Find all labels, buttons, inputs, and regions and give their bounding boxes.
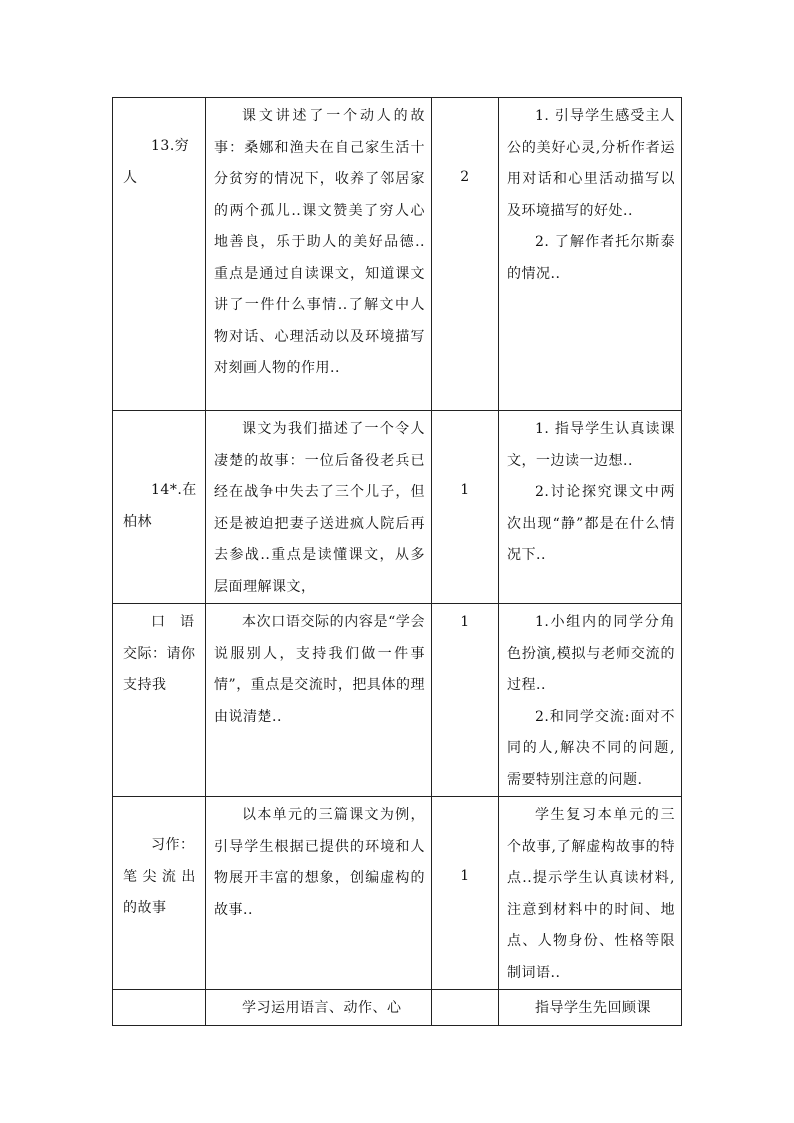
- goal-item: 1. 引导学生感受主人公的美好心灵,分析作者运用对话和心里活动描写以及环境描写的好处..: [507, 108, 675, 219]
- hours-cell: [432, 990, 499, 1026]
- lesson-cell: [113, 990, 206, 1026]
- hours-cell: [432, 604, 499, 797]
- table-row: [113, 604, 682, 797]
- goals-cell: [499, 797, 682, 990]
- goals-cell: [499, 990, 682, 1026]
- goal-item: 1.小组内的同学分角色扮演,模拟与老师交流的过程..: [507, 614, 675, 693]
- hours-cell: [432, 98, 499, 411]
- lesson-title: 习作：笔 尖 流 出的故事: [123, 837, 196, 916]
- hours-cell: [432, 411, 499, 604]
- hours-value: 1: [460, 482, 470, 498]
- content-text: 学习运用语言、动作、心: [242, 1000, 402, 1016]
- lesson-plan-table: [112, 97, 682, 1026]
- table-row: [113, 411, 682, 604]
- goal-item: 2.和同学交流:面对不同的人,解决不同的问题,需要特别注意的问题.: [507, 708, 675, 788]
- goal-item: 指导学生先回顾课: [535, 1000, 651, 1016]
- hours-value: 2: [460, 169, 470, 185]
- lesson-title: 口 语交际：请你支持我: [123, 614, 196, 693]
- hours-value: 1: [460, 868, 470, 884]
- table-row: [113, 98, 682, 411]
- content-cell: [206, 98, 432, 411]
- goals-cell: [499, 98, 682, 411]
- content-cell: [206, 604, 432, 797]
- goal-item: 1. 指导学生认真读课文，一边读一边想..: [507, 421, 675, 469]
- content-text: 本次口语交际的内容是“学会说服别人，支持我们做一件事情”，重点是交流时，把具体的理由说清楚..: [214, 614, 425, 725]
- content-cell: [206, 990, 432, 1026]
- table-row: [113, 797, 682, 990]
- content-cell: [206, 797, 432, 990]
- goals-cell: [499, 411, 682, 604]
- table-row: [113, 990, 682, 1026]
- content-text: 课文讲述了一个动人的故事：桑娜和渔夫在自己家生活十分贫穷的情况下，收养了邻居家的两个孤儿..课文赞美了穷人心地善良，乐于助人的美好品德..重点是通过自读课文，知道课文讲了一件什么事情..了解文中人物对话、心理活动以及环境描写对刻画人物的作用..: [214, 108, 425, 376]
- goals-cell: [499, 604, 682, 797]
- lesson-title: 13.穷人: [123, 138, 190, 186]
- lesson-cell: [113, 797, 206, 990]
- goal-item: 学生复习本单元的三个故事,了解虚构故事的特点..提示学生认真读材料,注意到材料中的时间、地点、人物身份、性格等限制词语..: [507, 807, 675, 981]
- hours-cell: [432, 797, 499, 990]
- goal-item: 2. 了解作者托尔斯泰的情况..: [507, 234, 675, 282]
- content-text: 课文为我们描述了一个令人凄楚的故事：一位后备役老兵已经在战争中失去了三个儿子，但还是被迫把妻子送进疯人院后再去参战..重点是读懂课文，从多层面理解课文，: [214, 421, 425, 595]
- content-text: 以本单元的三篇课文为例，引导学生根据已提供的环境和人物展开丰富的想象，创编虚构的故事..: [214, 807, 425, 918]
- lesson-cell: [113, 411, 206, 604]
- lesson-cell: [113, 604, 206, 797]
- hours-value: 1: [460, 614, 470, 630]
- lesson-title: 14*.在柏林: [123, 482, 197, 530]
- content-cell: [206, 411, 432, 604]
- goal-item: 2.讨论探究课文中两次出现“静”都是在什么情况下..: [507, 484, 675, 563]
- lesson-cell: [113, 98, 206, 411]
